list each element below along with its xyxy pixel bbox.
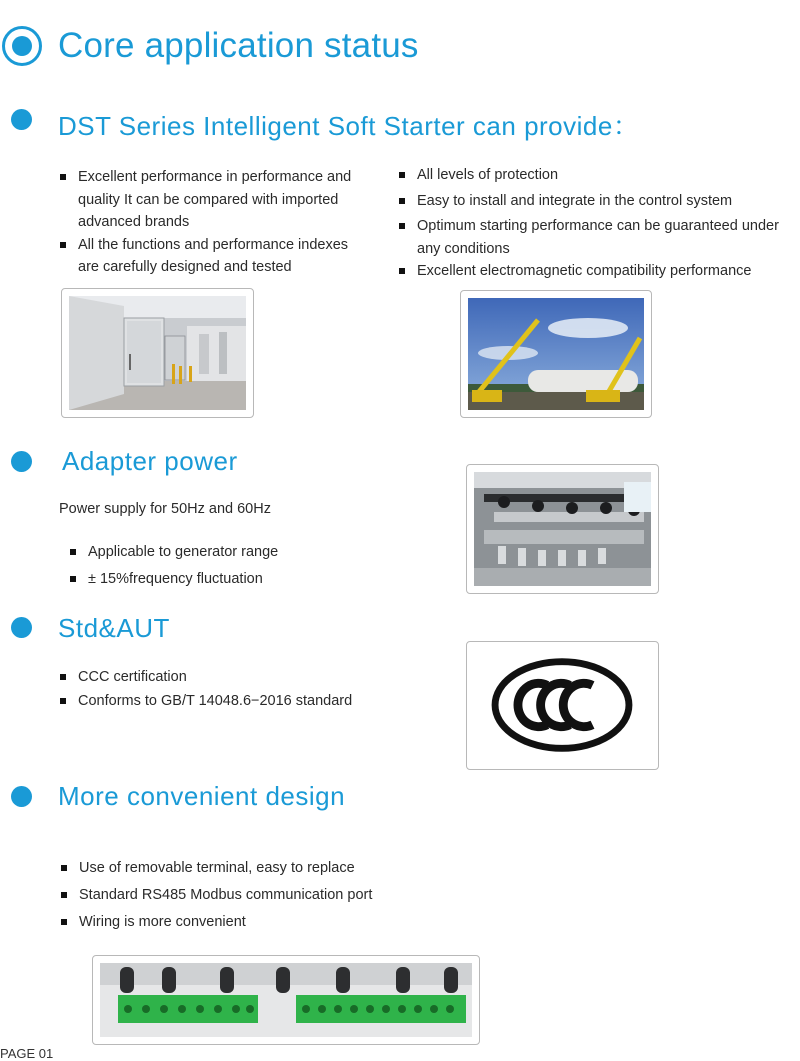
list-item: All levels of protection	[399, 164, 799, 187]
engine-cylinders-photo	[466, 464, 659, 594]
section-bullet-icon	[11, 786, 32, 807]
section-bullet-icon	[11, 451, 32, 472]
page-title: Core application status	[58, 26, 419, 65]
adapter-intro: Power supply for 50Hz and 60Hz	[59, 501, 271, 517]
green-terminal-blocks-photo	[92, 955, 480, 1045]
section-heading-design: More convenient design	[58, 781, 346, 811]
list-item: Wiring is more convenient	[61, 911, 461, 934]
list-item: Use of removable terminal, easy to replace	[61, 857, 461, 880]
page-number: PAGE 01	[0, 1046, 54, 1061]
list-item: Standard RS485 Modbus communication port	[61, 884, 461, 907]
list-item: CCC certification	[60, 666, 440, 689]
dst-left-list	[60, 166, 372, 279]
list-item: Optimum starting performance can be guaranteed under any conditions	[399, 215, 799, 260]
list-item: ± 15%frequency fluctuation	[70, 568, 370, 591]
ccc-certification-logo	[466, 641, 659, 770]
section-heading-dst: DST Series Intelligent Soft Starter can provide：	[58, 111, 640, 141]
list-item: Excellent performance in performance and quality It can be compared with imported advanced brands	[60, 166, 372, 234]
section-bullet-icon	[11, 109, 32, 130]
list-item: Applicable to generator range	[70, 541, 370, 564]
dst-right-list	[399, 164, 799, 283]
section-heading-std: Std&AUT	[58, 613, 170, 643]
design-list	[61, 857, 461, 934]
section-heading-adapter: Adapter power	[62, 446, 238, 476]
title-target-icon	[2, 26, 42, 66]
crane-lifting-tank-photo	[460, 290, 652, 418]
std-list	[60, 666, 440, 712]
cold-storage-door-photo	[61, 288, 254, 418]
adapter-list	[70, 541, 370, 590]
list-item: Easy to install and integrate in the control system	[399, 190, 799, 213]
list-item: Excellent electromagnetic compatibility performance	[399, 260, 799, 283]
list-item: All the functions and performance indexes are carefully designed and tested	[60, 234, 372, 279]
section-bullet-icon	[11, 617, 32, 638]
list-item: Conforms to GB/T 14048.6−2016 standard	[60, 690, 440, 713]
